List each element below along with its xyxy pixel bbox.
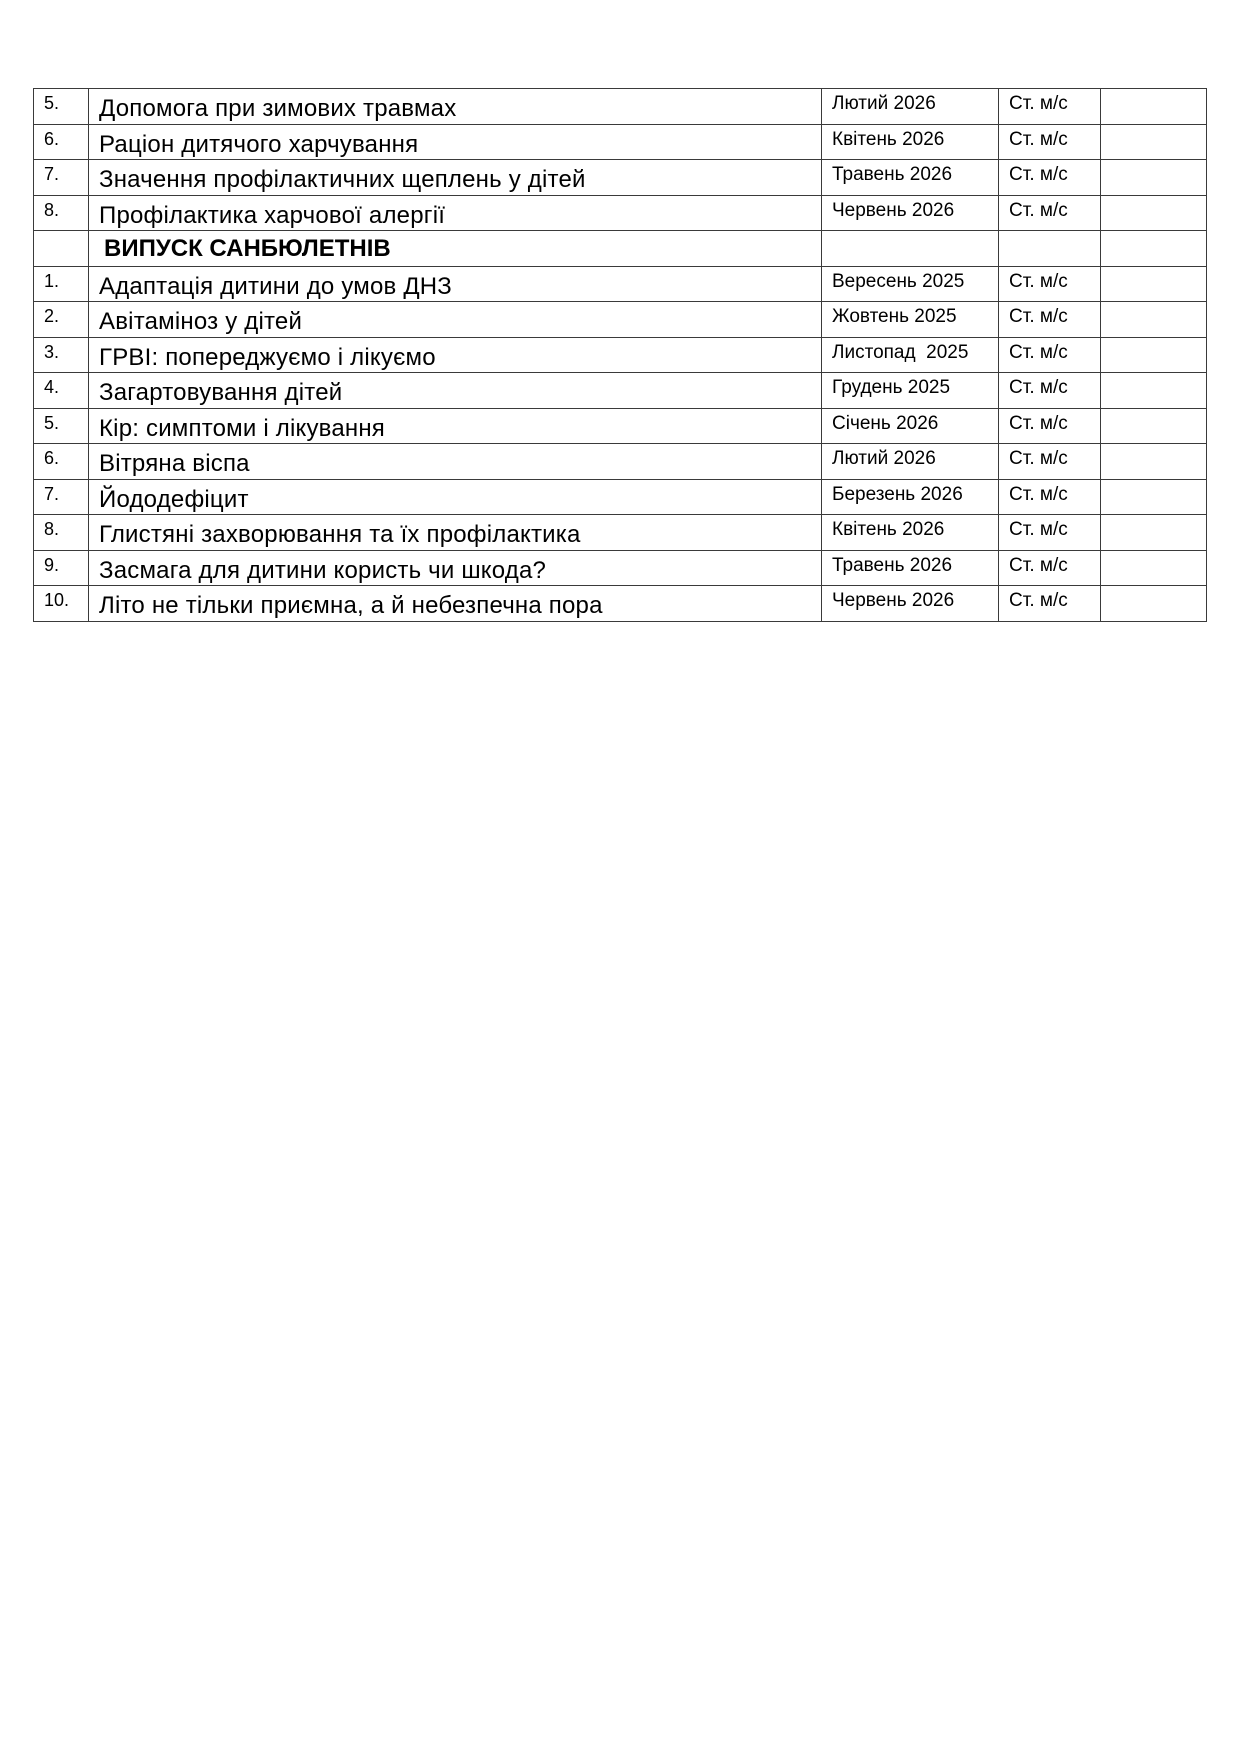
table-row [34,337,1207,373]
table-row [34,444,1207,480]
row-note [1101,302,1207,338]
row-note [1101,408,1207,444]
row-responsible: Ст. м/с [999,302,1101,338]
row-responsible: Ст. м/с [999,160,1101,196]
row-topic: Загартовування дітей [89,373,822,409]
row-responsible: Ст. м/с [999,550,1101,586]
row-responsible: Ст. м/с [999,195,1101,231]
row-date: Травень 2026 [822,160,999,196]
row-date: Квітень 2026 [822,515,999,551]
row-note [1101,586,1207,622]
row-responsible: Ст. м/с [999,444,1101,480]
row-note [1101,160,1207,196]
table-row [34,160,1207,196]
row-number: 5. [34,408,89,444]
row-date: Травень 2026 [822,550,999,586]
table-row [34,373,1207,409]
row-date: Жовтень 2025 [822,302,999,338]
row-topic: Літо не тільки приємна, а й небезпечна пора [89,586,822,622]
row-topic: Засмага для дитини користь чи шкода? [89,550,822,586]
row-responsible: Ст. м/с [999,266,1101,302]
row-note [1101,124,1207,160]
row-number: 8. [34,515,89,551]
row-date: Лютий 2026 [822,444,999,480]
row-responsible: Ст. м/с [999,89,1101,125]
row-responsible: Ст. м/с [999,515,1101,551]
row-responsible: Ст. м/с [999,586,1101,622]
row-note [1101,89,1207,125]
row-date: Квітень 2026 [822,124,999,160]
row-responsible: Ст. м/с [999,373,1101,409]
row-topic: Раціон дитячого харчування [89,124,822,160]
health-education-plan-table [33,88,1207,622]
row-number: 7. [34,479,89,515]
row-number: 6. [34,444,89,480]
row-topic: Значення профілактичних щеплень у дітей [89,160,822,196]
heading-note-cell [1101,231,1207,267]
row-note [1101,337,1207,373]
row-number: 8. [34,195,89,231]
row-topic: Кір: симптоми і лікування [89,408,822,444]
row-topic: Авітаміноз у дітей [89,302,822,338]
row-topic: Вітряна віспа [89,444,822,480]
row-number: 1. [34,266,89,302]
row-topic: Профілактика харчової алергії [89,195,822,231]
row-number: 7. [34,160,89,196]
section-heading: ВИПУСК САНБЮЛЕТНІВ [89,231,822,267]
row-note [1101,550,1207,586]
row-number: 5. [34,89,89,125]
table-body [34,89,1207,622]
row-date: Червень 2026 [822,195,999,231]
heading-responsible-cell [999,231,1101,267]
table-row [34,266,1207,302]
table-row [34,302,1207,338]
row-number: 4. [34,373,89,409]
row-note [1101,266,1207,302]
row-number: 3. [34,337,89,373]
table-row [34,124,1207,160]
row-date: Січень 2026 [822,408,999,444]
row-date: Вересень 2025 [822,266,999,302]
row-topic: ГРВІ: попереджуємо і лікуємо [89,337,822,373]
row-responsible: Ст. м/с [999,479,1101,515]
row-date: Червень 2026 [822,586,999,622]
table-row [34,515,1207,551]
row-note [1101,479,1207,515]
table-row [34,89,1207,125]
section-heading-row [34,231,1207,267]
row-note [1101,373,1207,409]
row-responsible: Ст. м/с [999,408,1101,444]
row-number: 10. [34,586,89,622]
row-date: Лютий 2026 [822,89,999,125]
row-date: Грудень 2025 [822,373,999,409]
table-row [34,408,1207,444]
row-responsible: Ст. м/с [999,337,1101,373]
row-number: 2. [34,302,89,338]
table-row [34,586,1207,622]
row-topic: Глистяні захворювання та їх профілактика [89,515,822,551]
row-number: 6. [34,124,89,160]
row-date: Березень 2026 [822,479,999,515]
heading-number-cell [34,231,89,267]
row-responsible: Ст. м/с [999,124,1101,160]
table-row [34,550,1207,586]
row-number: 9. [34,550,89,586]
row-topic: Йододефіцит [89,479,822,515]
row-note [1101,444,1207,480]
row-note [1101,515,1207,551]
heading-date-cell [822,231,999,267]
row-topic: Адаптація дитини до умов ДНЗ [89,266,822,302]
table-row [34,195,1207,231]
row-date: Листопад 2025 [822,337,999,373]
row-topic: Допомога при зимових травмах [89,89,822,125]
row-note [1101,195,1207,231]
table-row [34,479,1207,515]
